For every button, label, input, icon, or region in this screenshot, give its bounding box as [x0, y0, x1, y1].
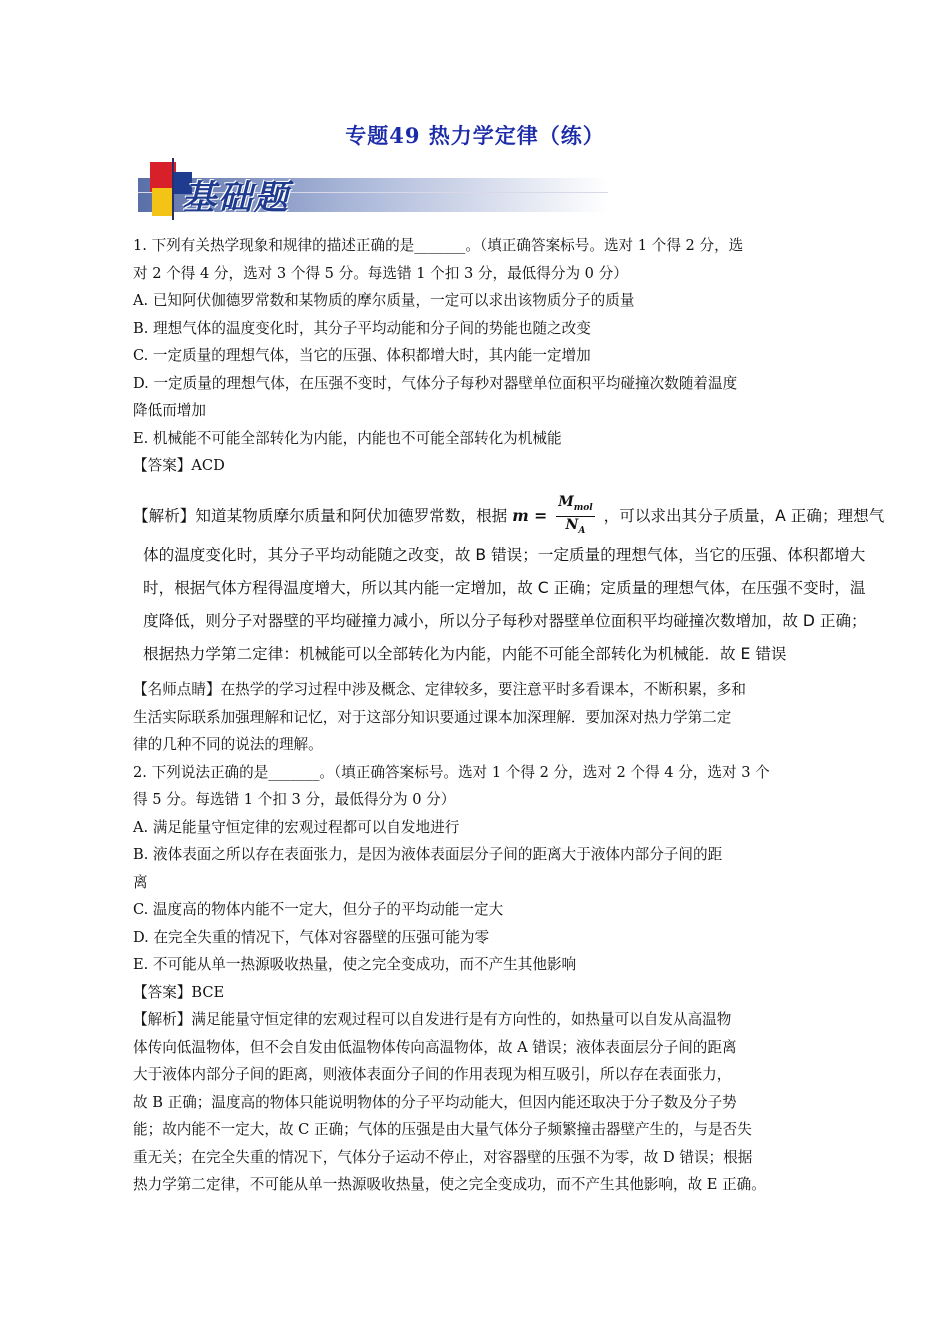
q2-option-c: C. 温度高的物体内能不一定大，但分子的平均动能一定大: [133, 901, 504, 918]
q2-analysis-line-3: 大于液体内部分子间的距离，则液体表面分子间的作用表现为相互吸引，所以存在表面张力，: [133, 1066, 732, 1083]
q2-analysis-line-7: 热力学第二定律，不可能从单一热源吸收热量，使之完全变成功，而不产生其他影响，故 E 正确。: [133, 1176, 766, 1193]
q2-analysis-line-2: 体传向低温物体，但不会自发由低温物体传向高温物体，故 A 错误；液体表面层分子间的距离: [133, 1038, 737, 1056]
q2-option-b-line-2: 离: [133, 873, 148, 891]
section-banner: [138, 158, 638, 220]
q1-analysis-line-1a: 【解析】知道某物质摩尔质量和阿伏加德罗常数，根据: [133, 506, 508, 525]
q1-analysis: [133, 494, 898, 671]
q1-stem-line-2: 对 2 个得 4 分，选对 3 个得 5 分。每选错 1 个扣 3 分，最低得分为 0 分）: [133, 264, 628, 282]
q1-teacher-note-line-2: 生活实际联系加强理解和记忆，对于这部分知识要通过课本加深理解．要加深对热力学第二定: [133, 708, 732, 726]
q1-analysis-line-1: [133, 494, 898, 539]
q1-teacher-note-line-3: 律的几种不同的说法的理解。: [133, 736, 323, 753]
q2-analysis-line-5: 能；故内能不一定大，故 C 正确；气体的压强是由大量气体分子频繁撞击器壁产生的，与是否失: [133, 1121, 752, 1138]
q1-stem-line-1: 1. 下列有关热学现象和规律的描述正确的是_______。（填正确答案标号。选对 1 个得 2 分，选: [133, 237, 744, 254]
q2-analysis-line-6: 重无关；在完全失重的情况下，气体分子运动不停止，对容器壁的压强不为零，故 D 错误；根据: [133, 1148, 753, 1166]
q2-stem-line-2: 得 5 分。每选错 1 个扣 3 分，最低得分为 0 分）: [133, 791, 456, 808]
lower-section: [133, 676, 823, 1199]
q2-option-a: A. 满足能量守恒定律的宏观过程都可以自发地进行: [133, 818, 460, 836]
banner-vertical-line: [172, 158, 174, 220]
q1-analysis-line-3: 时，根据气体方程得温度增大，所以其内能一定增加，故 C 正确；定质量的理想气体，在压强不变时，温: [143, 578, 866, 597]
formula-denominator: $N_A$: [565, 516, 586, 536]
q1-option-d-line-2: 降低而增加: [133, 402, 206, 419]
q1-analysis-line-4: 度降低，则分子对器壁的平均碰撞力减小，所以分子每秒对器壁单位面积平均碰撞次数增加，故 D 正确；: [143, 611, 867, 630]
q1-teacher-note-line-1: 【名师点睛】在热学的学习过程中涉及概念、定律较多，要注意平时多看课本，不断积累，多和: [133, 681, 746, 698]
q1-option-c: C. 一定质量的理想气体，当它的压强、体积都增大时，其内能一定增加: [133, 347, 591, 364]
banner-yellow-square: [152, 188, 174, 216]
q1-option-d-line-1: D. 一定质量的理想气体，在压强不变时，气体分子每秒对器壁单位面积平均碰撞次数随着温度: [133, 374, 738, 392]
q1-analysis-line-5: 根据热力学第二定律：机械能可以全部转化为内能，内能不可能全部转化为机械能．故 E 错误: [143, 644, 787, 663]
q2-analysis-line-1: 【解析】满足能量守恒定律的宏观过程可以自发进行是有方向性的，如热量可以自发从高温物: [133, 1011, 732, 1028]
q2-option-d: D. 在完全失重的情况下，气体对容器壁的压强可能为零: [133, 928, 490, 946]
q2-analysis-line-4: 故 B 正确；温度高的物体只能说明物体的分子平均动能大，但因内能还取决于分子数及分子势: [133, 1093, 737, 1111]
q1-option-a: A. 已知阿伏伽德罗常数和某物质的摩尔质量，一定可以求出该物质分子的质量: [133, 292, 635, 309]
banner-label: 基础题: [182, 178, 290, 218]
page-title: 专题49 热力学定律（练）: [345, 123, 605, 148]
q2-option-b-line-1: B. 液体表面之所以存在表面张力，是因为液体表面层分子间的距离大于液体内部分子间的距: [133, 846, 723, 863]
q1-answer: 【答案】ACD: [133, 457, 225, 474]
q1-analysis-line-1b: ，可以求出其分子质量，A 正确；理想气: [603, 506, 885, 525]
q2-answer: 【答案】BCE: [133, 983, 225, 1001]
formula-numerator: $M_{mol}$: [556, 494, 594, 517]
q2-option-e: E. 不可能从单一热源吸收热量，使之完全变成功，而不产生其他影响: [133, 956, 577, 973]
molar-mass-formula: [556, 494, 594, 539]
question-1: [133, 232, 823, 480]
q2-stem-line-1: 2. 下列说法正确的是_______。（填正确答案标号。选对 1 个得 2 分，选对 2 个得 4 分，选对 3 个: [133, 763, 770, 781]
q1-option-b: B. 理想气体的温度变化时，其分子平均动能和分子间的势能也随之改变: [133, 319, 591, 337]
q1-analysis-line-2: 体的温度变化时，其分子平均动能随之改变，故 B 错误；一定质量的理想气体，当它的压强、体积都增大: [143, 545, 866, 564]
formula-lhs: m =: [512, 505, 548, 525]
q1-option-e: E. 机械能不可能全部转化为内能，内能也不可能全部转化为机械能: [133, 429, 562, 447]
